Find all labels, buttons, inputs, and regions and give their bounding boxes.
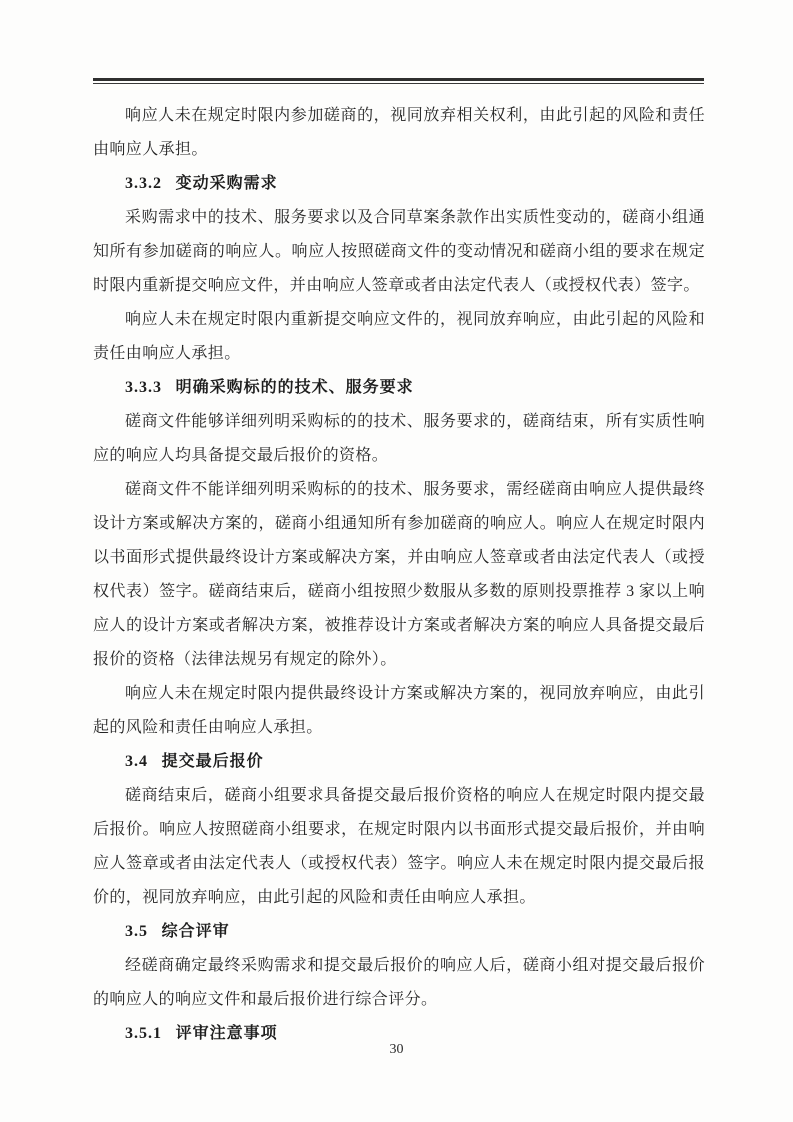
section-number: 3.3.3: [125, 379, 162, 396]
section-title: 明确采购标的的技术、服务要求: [175, 379, 414, 396]
body-paragraph: 经磋商确定最终采购需求和提交最后报价的响应人后，磋商小组对提交最后报价的响应人的响应文件和最后报价进行综合评分。: [93, 957, 705, 1008]
body-paragraph: 磋商文件不能详细列明采购标的的技术、服务要求，需经磋商由响应人提供最终设计方案或解决方案的，磋商小组通知所有参加磋商的响应人。响应人在规定时限内以书面形式提供最终设计方案或解决方案，并由响应人签章或者由法定代表人（或授权代表）签字。磋商结束后，磋商小组按照少数服从多数的原则投票推荐 3 家以上响应人的设计方案或者解决方案，被推荐设计方案或者解决方案的响应人具备提交最后报价的资格（法律法规另有规定的除外）。: [93, 481, 705, 668]
body-paragraph: 采购需求中的技术、服务要求以及合同草案条款作出实质性变动的，磋商小组通知所有参加磋商的响应人。响应人按照磋商文件的变动情况和磋商小组的要求在规定时限内重新提交响应文件，并由响应人签章或者由法定代表人（或授权代表）签字。: [93, 209, 705, 294]
body-paragraph: 响应人未在规定时限内重新提交响应文件的，视同放弃响应，由此引起的风险和责任由响应人承担。: [93, 311, 705, 362]
section-heading-3-5: [93, 915, 705, 949]
section-number: 3.4: [125, 753, 148, 770]
section-title: 评审注意事项: [175, 1025, 278, 1042]
section-title: 变动采购需求: [175, 175, 278, 192]
body-paragraph: 磋商结束后，磋商小组要求具备提交最后报价资格的响应人在规定时限内提交最后报价。响应人按照磋商小组要求，在规定时限内以书面形式提交最后报价，并由响应人签章或者由法定代表人（或授权代表）签字。响应人未在规定时限内提交最后报价的，视同放弃响应，由此引起的风险和责任由响应人承担。: [93, 787, 705, 906]
section-heading-3-4: [93, 745, 705, 779]
section-heading-3-3-3: [93, 371, 705, 405]
section-title: 提交最后报价: [161, 753, 264, 770]
body-paragraph: 响应人未在规定时限内提供最终设计方案或解决方案的，视同放弃响应，由此引起的风险和责任由响应人承担。: [93, 685, 705, 736]
body-paragraph: 磋商文件能够详细列明采购标的的技术、服务要求的，磋商结束，所有实质性响应的响应人均具备提交最后报价的资格。: [93, 413, 705, 464]
section-title: 综合评审: [161, 923, 230, 940]
header-divider-rule: [93, 78, 704, 84]
document-body: [93, 99, 705, 1051]
section-number: 3.3.2: [125, 175, 162, 192]
page-number: 30: [389, 1042, 404, 1057]
section-number: 3.5.1: [125, 1025, 162, 1042]
section-number: 3.5: [125, 923, 148, 940]
body-paragraph: 响应人未在规定时限内参加磋商的，视同放弃相关权利，由此引起的风险和责任由响应人承担。: [93, 107, 705, 158]
section-heading-3-3-2: [93, 167, 705, 201]
